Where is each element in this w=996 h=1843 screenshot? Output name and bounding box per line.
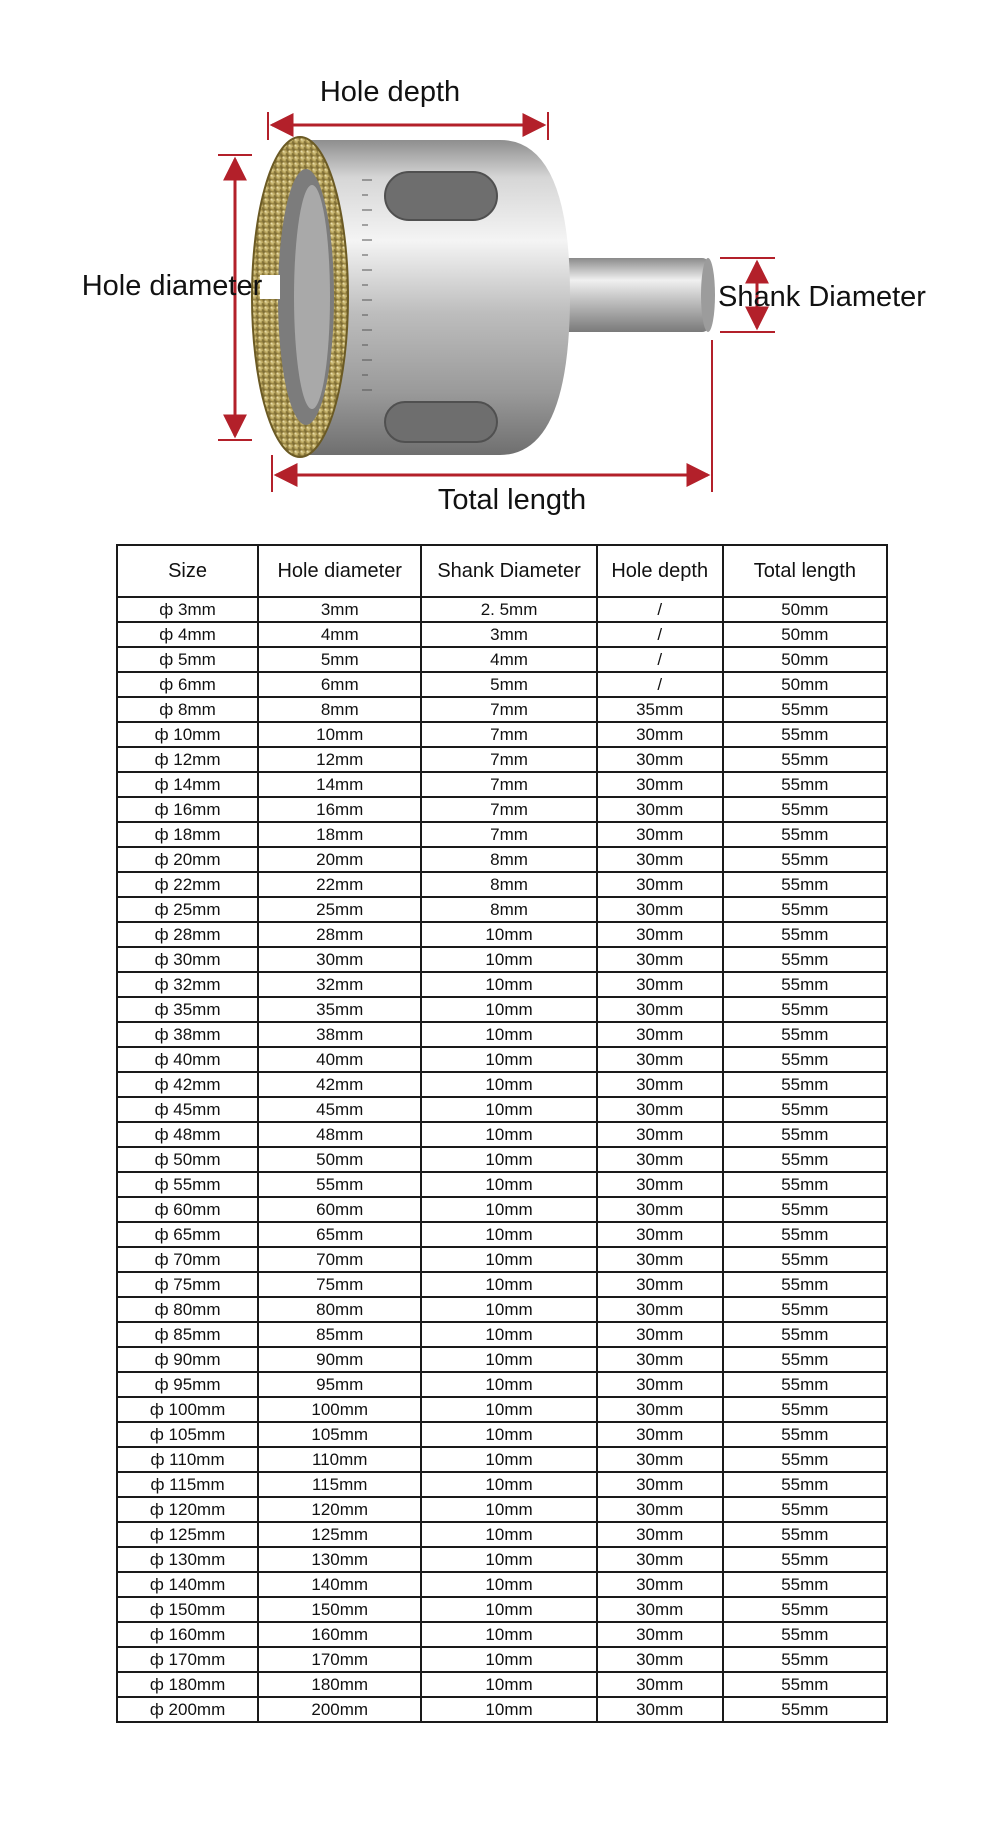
cell-shank-diameter: 7mm: [421, 772, 596, 797]
table-row: [117, 697, 887, 722]
cell-hole-diameter: 90mm: [258, 1347, 421, 1372]
cell-hole-diameter: 25mm: [258, 897, 421, 922]
cell-shank-diameter: 10mm: [421, 1122, 596, 1147]
cell-hole-depth: 30mm: [597, 1022, 723, 1047]
table-row: [117, 1397, 887, 1422]
cell-hole-diameter: 200mm: [258, 1697, 421, 1722]
cell-shank-diameter: 10mm: [421, 997, 596, 1022]
size-spec-table: [116, 544, 888, 1723]
cell-size: ф 140mm: [117, 1572, 258, 1597]
cell-hole-diameter: 35mm: [258, 997, 421, 1022]
cell-shank-diameter: 10mm: [421, 1297, 596, 1322]
cell-hole-depth: 30mm: [597, 1247, 723, 1272]
cell-size: ф 80mm: [117, 1297, 258, 1322]
cell-hole-diameter: 140mm: [258, 1572, 421, 1597]
cell-size: ф 16mm: [117, 797, 258, 822]
dimension-shank-diameter: [718, 258, 926, 332]
cell-size: ф 115mm: [117, 1472, 258, 1497]
cell-hole-depth: 30mm: [597, 1122, 723, 1147]
cell-hole-diameter: 160mm: [258, 1622, 421, 1647]
cell-shank-diameter: 10mm: [421, 1347, 596, 1372]
diamond-hole-saw-image: [252, 137, 715, 457]
cell-total-length: 55mm: [723, 697, 887, 722]
cell-shank-diameter: 10mm: [421, 1622, 596, 1647]
table-row: [117, 1572, 887, 1597]
cell-shank-diameter: 10mm: [421, 1522, 596, 1547]
table-body: [117, 597, 887, 1722]
cell-shank-diameter: 8mm: [421, 847, 596, 872]
cell-shank-diameter: 10mm: [421, 1697, 596, 1722]
cell-total-length: 55mm: [723, 1247, 887, 1272]
cell-size: ф 95mm: [117, 1372, 258, 1397]
cell-total-length: 55mm: [723, 1222, 887, 1247]
table-row: [117, 772, 887, 797]
cell-hole-depth: 30mm: [597, 1197, 723, 1222]
cell-hole-depth: 30mm: [597, 997, 723, 1022]
header-total-length: Total length: [723, 545, 887, 597]
cell-total-length: 55mm: [723, 822, 887, 847]
cell-hole-diameter: 32mm: [258, 972, 421, 997]
cell-shank-diameter: 7mm: [421, 797, 596, 822]
table-row: [117, 1197, 887, 1222]
cell-hole-diameter: 55mm: [258, 1172, 421, 1197]
cell-hole-diameter: 5mm: [258, 647, 421, 672]
cell-size: ф 50mm: [117, 1147, 258, 1172]
cell-size: ф 180mm: [117, 1672, 258, 1697]
cell-hole-diameter: 30mm: [258, 947, 421, 972]
cell-hole-depth: 30mm: [597, 1422, 723, 1447]
cell-size: ф 6mm: [117, 672, 258, 697]
label-total-length: Total length: [437, 484, 587, 516]
cell-hole-diameter: 85mm: [258, 1322, 421, 1347]
table-row: [117, 1497, 887, 1522]
cell-size: ф 100mm: [117, 1397, 258, 1422]
table-row: [117, 622, 887, 647]
cell-size: ф 22mm: [117, 872, 258, 897]
cell-size: ф 200mm: [117, 1697, 258, 1722]
cell-hole-depth: 30mm: [597, 1622, 723, 1647]
table-row: [117, 1372, 887, 1397]
cell-hole-depth: 30mm: [597, 1647, 723, 1672]
cell-hole-depth: 30mm: [597, 1047, 723, 1072]
cell-size: ф 10mm: [117, 722, 258, 747]
dimension-hole-diameter: [82, 155, 263, 440]
cell-hole-depth: 30mm: [597, 1597, 723, 1622]
table-row: [117, 672, 887, 697]
cell-size: ф 70mm: [117, 1247, 258, 1272]
table-row: [117, 897, 887, 922]
cell-shank-diameter: 10mm: [421, 1097, 596, 1122]
cell-hole-depth: 30mm: [597, 972, 723, 997]
cell-shank-diameter: 10mm: [421, 1022, 596, 1047]
cell-hole-diameter: 125mm: [258, 1522, 421, 1547]
table-row: [117, 972, 887, 997]
cell-hole-depth: 30mm: [597, 1372, 723, 1397]
cell-shank-diameter: 10mm: [421, 972, 596, 997]
cell-total-length: 55mm: [723, 772, 887, 797]
cell-hole-diameter: 18mm: [258, 822, 421, 847]
cell-size: ф 12mm: [117, 747, 258, 772]
cell-hole-diameter: 8mm: [258, 697, 421, 722]
table-header-row: [117, 545, 887, 597]
cell-shank-diameter: 10mm: [421, 1272, 596, 1297]
cell-size: ф 48mm: [117, 1122, 258, 1147]
header-hole-depth: Hole depth: [597, 545, 723, 597]
table-row: [117, 847, 887, 872]
label-hole-diameter: Hole diameter: [81, 270, 263, 302]
table-row: [117, 747, 887, 772]
cell-hole-depth: /: [597, 597, 723, 622]
cell-total-length: 55mm: [723, 1672, 887, 1697]
label-shank-diameter: Shank Diameter: [718, 281, 926, 313]
cell-hole-depth: 30mm: [597, 1572, 723, 1597]
cell-shank-diameter: 7mm: [421, 747, 596, 772]
cell-total-length: 55mm: [723, 797, 887, 822]
cell-size: ф 8mm: [117, 697, 258, 722]
cell-shank-diameter: 10mm: [421, 1372, 596, 1397]
cell-hole-depth: 30mm: [597, 1222, 723, 1247]
cell-size: ф 25mm: [117, 897, 258, 922]
table-row: [117, 1272, 887, 1297]
cell-shank-diameter: 10mm: [421, 1547, 596, 1572]
cell-total-length: 55mm: [723, 997, 887, 1022]
cell-hole-diameter: 120mm: [258, 1497, 421, 1522]
cell-size: ф 55mm: [117, 1172, 258, 1197]
header-size: Size: [117, 545, 258, 597]
cell-hole-diameter: 80mm: [258, 1297, 421, 1322]
cell-hole-depth: 30mm: [597, 1072, 723, 1097]
cell-total-length: 55mm: [723, 1547, 887, 1572]
cell-hole-depth: 30mm: [597, 1522, 723, 1547]
cell-size: ф 110mm: [117, 1447, 258, 1472]
cell-shank-diameter: 4mm: [421, 647, 596, 672]
cell-hole-depth: 30mm: [597, 1147, 723, 1172]
cell-total-length: 55mm: [723, 947, 887, 972]
cell-total-length: 50mm: [723, 672, 887, 697]
cell-total-length: 55mm: [723, 1072, 887, 1097]
cell-shank-diameter: 10mm: [421, 1222, 596, 1247]
table-row: [117, 822, 887, 847]
table-row: [117, 947, 887, 972]
cell-total-length: 55mm: [723, 1097, 887, 1122]
cell-hole-diameter: 16mm: [258, 797, 421, 822]
cell-total-length: 55mm: [723, 1272, 887, 1297]
table-row: [117, 722, 887, 747]
table-row: [117, 1247, 887, 1272]
cell-total-length: 55mm: [723, 847, 887, 872]
cell-shank-diameter: 10mm: [421, 1322, 596, 1347]
cell-shank-diameter: 10mm: [421, 1247, 596, 1272]
cell-hole-depth: 30mm: [597, 847, 723, 872]
cell-hole-depth: 30mm: [597, 897, 723, 922]
cell-hole-depth: 30mm: [597, 947, 723, 972]
cell-size: ф 30mm: [117, 947, 258, 972]
cell-shank-diameter: 10mm: [421, 1447, 596, 1472]
cell-hole-diameter: 42mm: [258, 1072, 421, 1097]
cell-shank-diameter: 10mm: [421, 1397, 596, 1422]
table-row: [117, 922, 887, 947]
cell-shank-diameter: 10mm: [421, 1572, 596, 1597]
cell-size: ф 42mm: [117, 1072, 258, 1097]
cell-hole-diameter: 12mm: [258, 747, 421, 772]
cell-total-length: 55mm: [723, 1172, 887, 1197]
cell-hole-diameter: 45mm: [258, 1097, 421, 1122]
cell-total-length: 50mm: [723, 622, 887, 647]
cell-hole-diameter: 70mm: [258, 1247, 421, 1272]
cell-hole-depth: 30mm: [597, 1497, 723, 1522]
cell-hole-diameter: 14mm: [258, 772, 421, 797]
cell-hole-diameter: 130mm: [258, 1547, 421, 1572]
table-row: [117, 872, 887, 897]
table-row: [117, 1547, 887, 1572]
cell-size: ф 90mm: [117, 1347, 258, 1372]
cell-hole-depth: 30mm: [597, 1172, 723, 1197]
table-row: [117, 597, 887, 622]
table-row: [117, 1172, 887, 1197]
label-hole-depth: Hole depth: [319, 76, 461, 108]
table-row: [117, 1647, 887, 1672]
cell-hole-depth: /: [597, 647, 723, 672]
cell-hole-depth: 30mm: [597, 1322, 723, 1347]
cell-hole-depth: 30mm: [597, 1347, 723, 1372]
cell-total-length: 55mm: [723, 1022, 887, 1047]
cell-hole-diameter: 20mm: [258, 847, 421, 872]
cell-total-length: 55mm: [723, 1322, 887, 1347]
cell-shank-diameter: 7mm: [421, 722, 596, 747]
table-row: [117, 1697, 887, 1722]
cell-shank-diameter: 10mm: [421, 1147, 596, 1172]
cell-hole-depth: 30mm: [597, 1547, 723, 1572]
cell-total-length: 55mm: [723, 922, 887, 947]
cell-hole-depth: 30mm: [597, 772, 723, 797]
cell-size: ф 40mm: [117, 1047, 258, 1072]
cell-size: ф 35mm: [117, 997, 258, 1022]
cell-hole-depth: 30mm: [597, 722, 723, 747]
cell-hole-depth: 30mm: [597, 747, 723, 772]
cell-hole-depth: 35mm: [597, 697, 723, 722]
cell-total-length: 55mm: [723, 1697, 887, 1722]
cell-hole-diameter: 110mm: [258, 1447, 421, 1472]
cell-hole-diameter: 105mm: [258, 1422, 421, 1447]
cell-hole-depth: 30mm: [597, 922, 723, 947]
cell-hole-diameter: 150mm: [258, 1597, 421, 1622]
cell-shank-diameter: 10mm: [421, 1197, 596, 1222]
dimension-hole-depth: [268, 76, 548, 140]
cell-shank-diameter: 8mm: [421, 872, 596, 897]
cell-hole-depth: 30mm: [597, 822, 723, 847]
cell-total-length: 55mm: [723, 897, 887, 922]
cell-hole-depth: 30mm: [597, 1472, 723, 1497]
header-shank-diameter: Shank Diameter: [421, 545, 596, 597]
cell-total-length: 55mm: [723, 1047, 887, 1072]
cell-hole-depth: 30mm: [597, 1097, 723, 1122]
body-slot: [385, 402, 497, 442]
cell-size: ф 170mm: [117, 1647, 258, 1672]
table-row: [117, 1447, 887, 1472]
cell-size: ф 120mm: [117, 1497, 258, 1522]
cell-total-length: 55mm: [723, 1647, 887, 1672]
table-row: [117, 1297, 887, 1322]
cell-shank-diameter: 10mm: [421, 1672, 596, 1697]
cell-total-length: 55mm: [723, 1147, 887, 1172]
cell-hole-diameter: 48mm: [258, 1122, 421, 1147]
cell-shank-diameter: 10mm: [421, 1047, 596, 1072]
cell-hole-diameter: 60mm: [258, 1197, 421, 1222]
cell-hole-diameter: 180mm: [258, 1672, 421, 1697]
cell-hole-diameter: 50mm: [258, 1147, 421, 1172]
cell-size: ф 85mm: [117, 1322, 258, 1347]
cell-hole-depth: 30mm: [597, 1297, 723, 1322]
table-row: [117, 1472, 887, 1497]
cell-shank-diameter: 10mm: [421, 1647, 596, 1672]
cell-size: ф 150mm: [117, 1597, 258, 1622]
cell-shank-diameter: 10mm: [421, 1497, 596, 1522]
cell-size: ф 105mm: [117, 1422, 258, 1447]
cell-hole-depth: 30mm: [597, 1697, 723, 1722]
cell-hole-diameter: 6mm: [258, 672, 421, 697]
cell-size: ф 130mm: [117, 1547, 258, 1572]
cell-shank-diameter: 10mm: [421, 1597, 596, 1622]
cell-hole-depth: /: [597, 672, 723, 697]
cell-hole-diameter: 40mm: [258, 1047, 421, 1072]
cell-total-length: 55mm: [723, 722, 887, 747]
cell-hole-depth: 30mm: [597, 797, 723, 822]
table-row: [117, 1022, 887, 1047]
cell-shank-diameter: 10mm: [421, 922, 596, 947]
cell-shank-diameter: 10mm: [421, 947, 596, 972]
table-row: [117, 1672, 887, 1697]
cell-hole-diameter: 10mm: [258, 722, 421, 747]
cell-hole-diameter: 95mm: [258, 1372, 421, 1397]
cell-total-length: 55mm: [723, 747, 887, 772]
cell-shank-diameter: 10mm: [421, 1472, 596, 1497]
cell-shank-diameter: 2. 5mm: [421, 597, 596, 622]
cell-shank-diameter: 3mm: [421, 622, 596, 647]
shank: [550, 258, 710, 332]
cell-hole-diameter: 170mm: [258, 1647, 421, 1672]
cell-hole-depth: 30mm: [597, 1447, 723, 1472]
cell-hole-depth: 30mm: [597, 1672, 723, 1697]
cell-total-length: 55mm: [723, 1397, 887, 1422]
cell-shank-diameter: 10mm: [421, 1422, 596, 1447]
cell-hole-depth: 30mm: [597, 1272, 723, 1297]
table-row: [117, 1597, 887, 1622]
cell-total-length: 55mm: [723, 1447, 887, 1472]
cell-size: ф 160mm: [117, 1622, 258, 1647]
cell-hole-diameter: 4mm: [258, 622, 421, 647]
table-row: [117, 1097, 887, 1122]
cell-size: ф 4mm: [117, 622, 258, 647]
cell-shank-diameter: 10mm: [421, 1072, 596, 1097]
table-row: [117, 997, 887, 1022]
cell-hole-depth: /: [597, 622, 723, 647]
cell-total-length: 55mm: [723, 1372, 887, 1397]
body-slot: [385, 172, 497, 220]
cell-size: ф 3mm: [117, 597, 258, 622]
cell-shank-diameter: 7mm: [421, 697, 596, 722]
cell-total-length: 55mm: [723, 1497, 887, 1522]
table-row: [117, 797, 887, 822]
cell-hole-diameter: 38mm: [258, 1022, 421, 1047]
cell-total-length: 55mm: [723, 1522, 887, 1547]
table-row: [117, 1122, 887, 1147]
cell-total-length: 55mm: [723, 1422, 887, 1447]
cell-hole-depth: 30mm: [597, 1397, 723, 1422]
cell-total-length: 55mm: [723, 1297, 887, 1322]
hole-saw-diagram: [0, 0, 996, 540]
table-row: [117, 1147, 887, 1172]
table-row: [117, 1322, 887, 1347]
cell-total-length: 55mm: [723, 972, 887, 997]
cell-size: ф 65mm: [117, 1222, 258, 1247]
cell-hole-diameter: 28mm: [258, 922, 421, 947]
cell-size: ф 32mm: [117, 972, 258, 997]
cell-hole-diameter: 115mm: [258, 1472, 421, 1497]
cell-total-length: 55mm: [723, 1597, 887, 1622]
cell-total-length: 55mm: [723, 1347, 887, 1372]
table-row: [117, 1622, 887, 1647]
cell-total-length: 55mm: [723, 872, 887, 897]
cell-size: ф 60mm: [117, 1197, 258, 1222]
cell-total-length: 55mm: [723, 1622, 887, 1647]
cell-size: ф 75mm: [117, 1272, 258, 1297]
cell-size: ф 28mm: [117, 922, 258, 947]
cell-hole-diameter: 75mm: [258, 1272, 421, 1297]
cell-size: ф 5mm: [117, 647, 258, 672]
table-row: [117, 1347, 887, 1372]
table-row: [117, 1047, 887, 1072]
table-row: [117, 1072, 887, 1097]
header-hole-diameter: Hole diameter: [258, 545, 421, 597]
cell-total-length: 50mm: [723, 597, 887, 622]
cell-size: ф 14mm: [117, 772, 258, 797]
cell-size: ф 20mm: [117, 847, 258, 872]
cell-hole-diameter: 100mm: [258, 1397, 421, 1422]
cell-total-length: 50mm: [723, 647, 887, 672]
cell-total-length: 55mm: [723, 1122, 887, 1147]
cell-total-length: 55mm: [723, 1572, 887, 1597]
cell-hole-diameter: 22mm: [258, 872, 421, 897]
cell-size: ф 38mm: [117, 1022, 258, 1047]
cell-hole-diameter: 3mm: [258, 597, 421, 622]
cell-shank-diameter: 5mm: [421, 672, 596, 697]
cell-total-length: 55mm: [723, 1472, 887, 1497]
cell-size: ф 45mm: [117, 1097, 258, 1122]
cell-total-length: 55mm: [723, 1197, 887, 1222]
cell-shank-diameter: 10mm: [421, 1172, 596, 1197]
cell-hole-depth: 30mm: [597, 872, 723, 897]
cell-size: ф 125mm: [117, 1522, 258, 1547]
table-row: [117, 1222, 887, 1247]
cell-size: ф 18mm: [117, 822, 258, 847]
table-row: [117, 1522, 887, 1547]
table-row: [117, 1422, 887, 1447]
cell-shank-diameter: 7mm: [421, 822, 596, 847]
table-row: [117, 647, 887, 672]
cell-shank-diameter: 8mm: [421, 897, 596, 922]
cell-hole-diameter: 65mm: [258, 1222, 421, 1247]
